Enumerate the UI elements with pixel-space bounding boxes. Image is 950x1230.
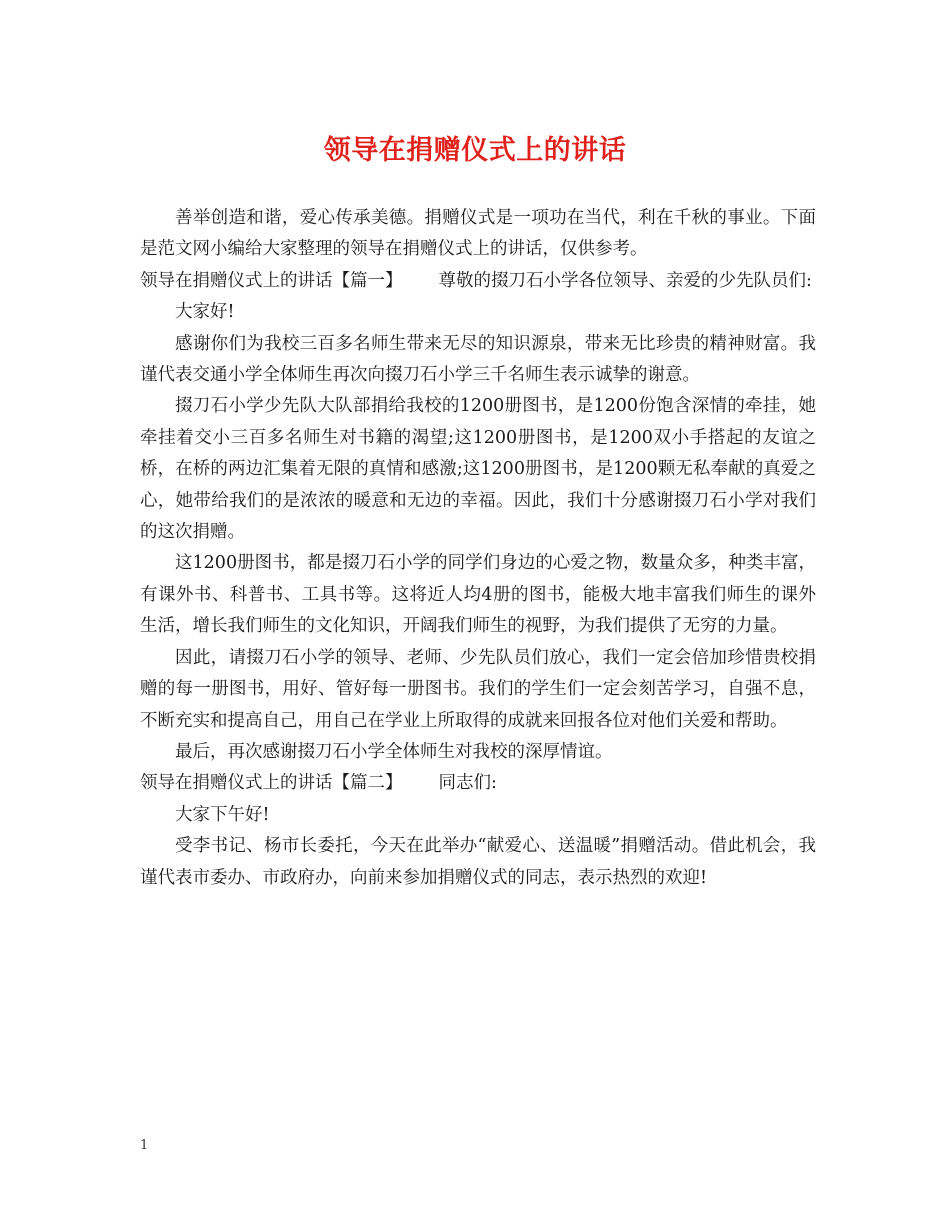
greeting-1: 大家好! <box>175 302 235 323</box>
document-body <box>140 203 816 894</box>
section-heading-1-line <box>140 266 816 297</box>
greeting-2: 大家下午好! <box>175 804 270 825</box>
paragraph-variety: 这1200册图书，都是掇刀石小学的同学们身边的心爱之物，数量众多，种类丰富，有课外书、科普书、工具书等。这将近人均4册的图书，能极大地丰富我们师生的课外生活，增长我们师生的文化知识，开阔我们师生的视野，为我们提供了无穷的力量。 <box>140 553 816 637</box>
paragraph-intro: 善举创造和谐，爱心传承美德。捐赠仪式是一项功在当代，利在千秋的事业。下面是范文网小编给大家整理的领导在捐赠仪式上的讲话，仅供参考。 <box>140 208 816 260</box>
paragraph-books: 掇刀石小学少先队大队部捐给我校的1200册图书，是1200份饱含深情的牵挂，她牵挂着交小三百多名师生对书籍的渴望;这1200册图书，是1200双小手搭起的友谊之桥，在桥的两边汇集着无限的真情和感激;这1200册图书，是1200颗无私奉献的真爱之心，她带给我们的是浓浓的暖意和无边的幸福。因此，我们十分感谢掇刀石小学对我们的这次捐赠。 <box>140 396 816 543</box>
page-number: 1 <box>140 1138 149 1153</box>
paragraph-event: 受李书记、杨市长委托，今天在此举办“献爱心、送温暖”捐赠活动。借此机会，我谨代表市委办、市政府办，向前来参加捐赠仪式的同志，表示热烈的欢迎! <box>140 836 816 888</box>
section-heading-2-line <box>140 768 816 799</box>
paragraph-promise: 因此，请掇刀石小学的领导、老师、少先队员们放心，我们一定会倍加珍惜贵校捐赠的每一册图书，用好、管好每一册图书。我们的学生们一定会刻苦学习，自强不息，不断充实和提高自己，用自己在学业上所取得的成就来回报各位对他们关爱和帮助。 <box>140 647 816 731</box>
document-title: 领导在捐赠仪式上的讲话 <box>323 135 627 166</box>
salutation-2: 同志们: <box>438 773 497 794</box>
paragraph-thanks: 感谢你们为我校三百多名师生带来无尽的知识源泉，带来无比珍贵的精神财富。我谨代表交通小学全体师生再次向掇刀石小学三千名师生表示诚挚的谢意。 <box>140 333 816 386</box>
paragraph-closing: 最后，再次感谢掇刀石小学全体师生对我校的深厚情谊。 <box>175 741 613 762</box>
section-heading-2: 领导在捐赠仪式上的讲话【篇二】 <box>140 773 403 794</box>
salutation-1: 尊敬的掇刀石小学各位领导、亲爱的少先队员们: <box>438 270 812 291</box>
section-heading-1: 领导在捐赠仪式上的讲话【篇一】 <box>140 270 403 291</box>
